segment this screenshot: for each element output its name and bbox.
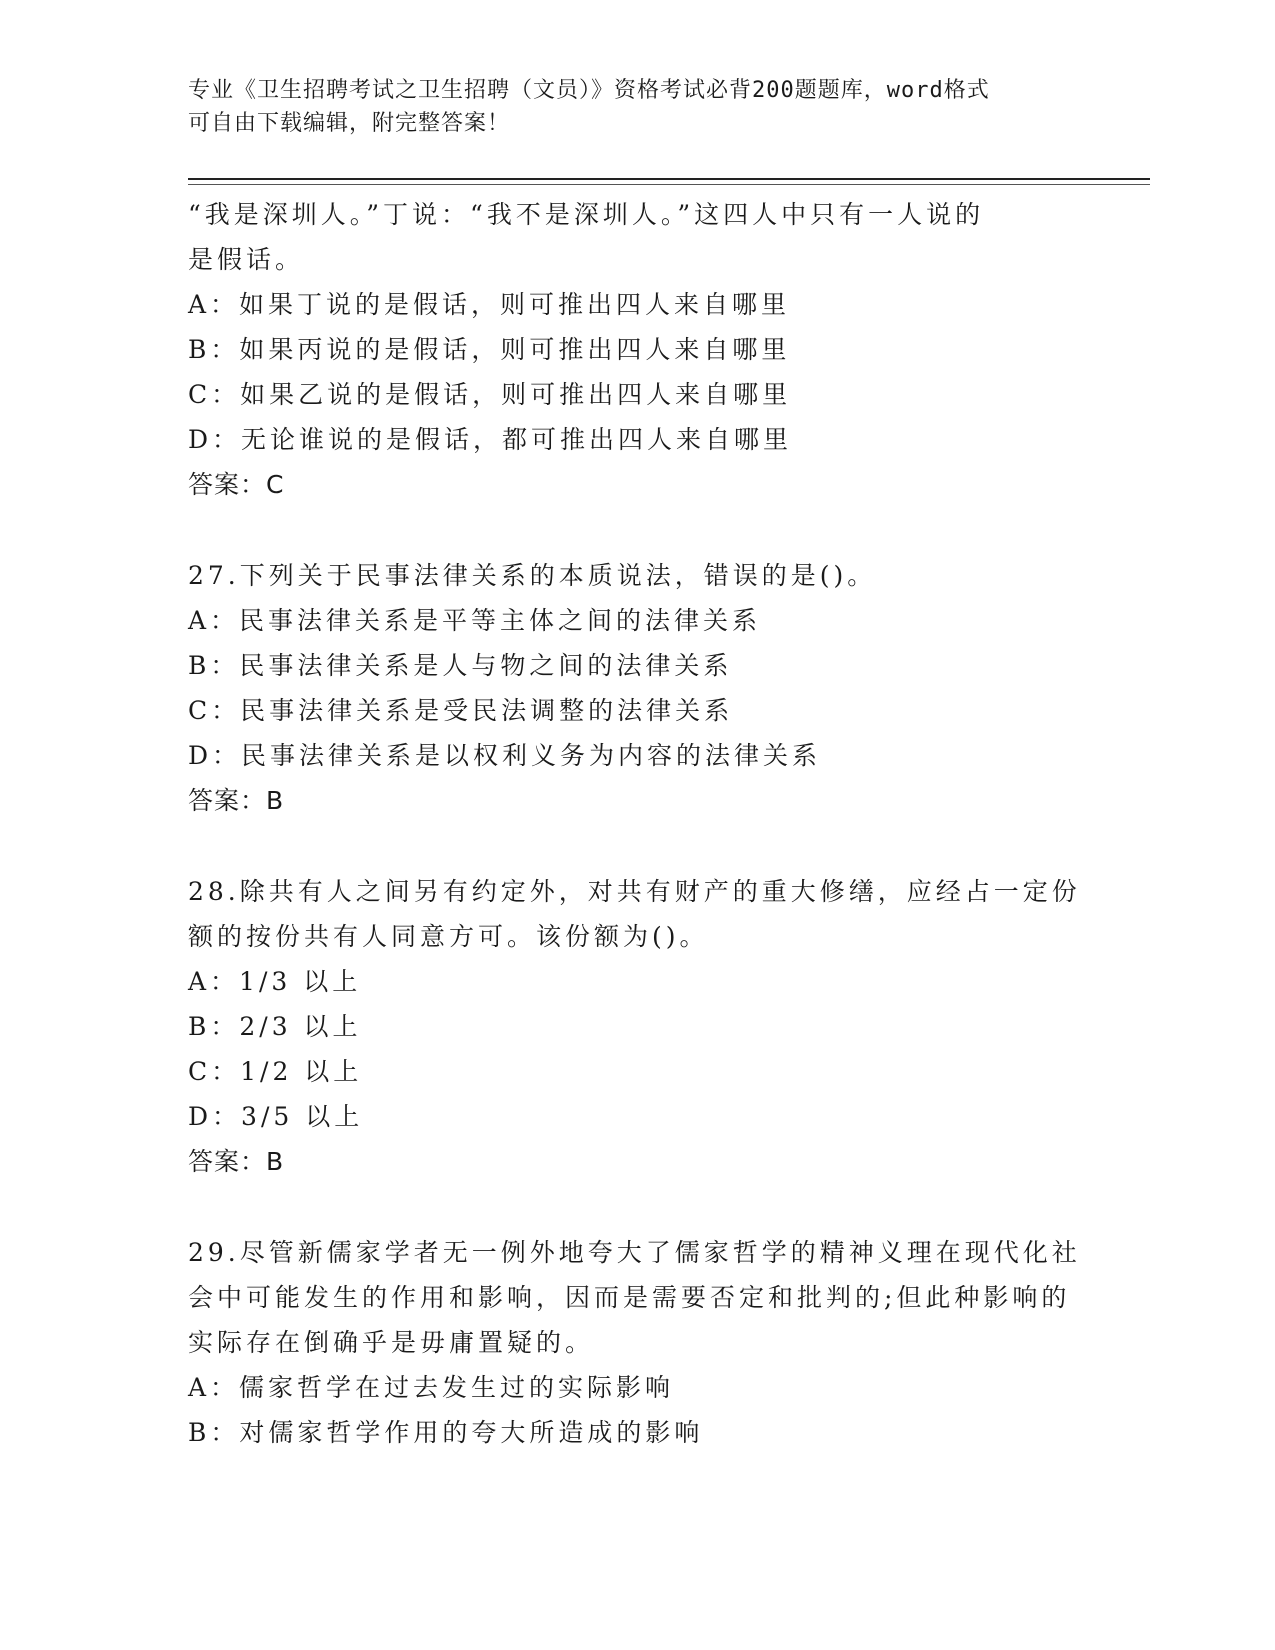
option-c: C：1/2 以上: [188, 1057, 363, 1086]
question-stem-line: 28.除共有人之间另有约定外，对共有财产的重大修缮，应经占一定份: [188, 877, 1081, 906]
question-stem-line: 额的按份共有人同意方可。该份额为()。: [188, 922, 709, 951]
option-b: B：对儒家哲学作用的夸大所造成的影响: [188, 1418, 704, 1447]
option-d: D：民事法律关系是以权利义务为内容的法律关系: [188, 741, 822, 770]
header-divider-thick: [188, 178, 1150, 180]
option-a: A：民事法律关系是平等主体之间的法律关系: [188, 606, 762, 635]
answer-line: 答案：C: [188, 470, 285, 499]
answer-line: 答案：B: [188, 786, 285, 815]
option-d: D：无论谁说的是假话，都可推出四人来自哪里: [188, 425, 793, 454]
option-d: D：3/5 以上: [188, 1102, 364, 1131]
header-title-line-2: 可自由下载编辑，附完整答案！: [188, 111, 511, 136]
option-c: C：民事法律关系是受民法调整的法律关系: [188, 696, 734, 725]
answer-line: 答案：B: [188, 1147, 285, 1176]
question-stem-line: 29.尽管新儒家学者无一例外地夸大了儒家哲学的精神义理在现代化社: [188, 1238, 1081, 1267]
question-28: [188, 869, 1081, 1184]
option-a: A：儒家哲学在过去发生过的实际影响: [188, 1373, 675, 1402]
header-divider-thin: [188, 184, 1150, 185]
question-stem-line: 27.下列关于民事法律关系的本质说法，错误的是()。: [188, 561, 877, 590]
question-stem-line: 会中可能发生的作用和影响，因而是需要否定和批判的;但此种影响的: [188, 1283, 1071, 1312]
question-stem-line: 是假话。: [188, 245, 305, 274]
question-26-continued: [188, 192, 1078, 507]
question-stem-line: 实际存在倒确乎是毋庸置疑的。: [188, 1328, 595, 1357]
option-b: B：2/3 以上: [188, 1012, 362, 1041]
question-stem-line: “我是深圳人。”丁说：“我不是深圳人。”这四人中只有一人说的: [188, 200, 985, 229]
question-29: [188, 1230, 1081, 1455]
document-header: [188, 74, 1068, 140]
question-27: [188, 553, 1078, 823]
header-title-line-1: 专业《卫生招聘考试之卫生招聘（文员）》资格考试必背200题题库，word格式: [188, 78, 990, 103]
option-a: A：如果丁说的是假话，则可推出四人来自哪里: [188, 290, 791, 319]
option-c: C：如果乙说的是假话，则可推出四人来自哪里: [188, 380, 792, 409]
option-b: B：如果丙说的是假话，则可推出四人来自哪里: [188, 335, 791, 364]
option-b: B：民事法律关系是人与物之间的法律关系: [188, 651, 733, 680]
option-a: A：1/3 以上: [188, 967, 362, 996]
document-body: [188, 192, 1081, 1455]
